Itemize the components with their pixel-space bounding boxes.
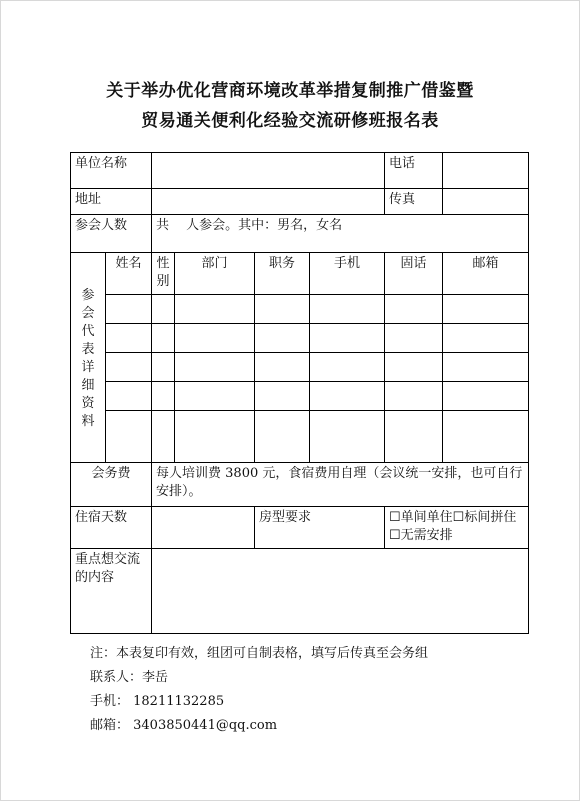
notes-section: [90, 642, 428, 738]
form-title-line1: 关于举办优化营商环境改革举措复制推广借鉴暨: [106, 81, 474, 101]
rep-department-cell[interactable]: [175, 324, 255, 353]
stay-days-field[interactable]: [152, 507, 255, 549]
contact-email: 邮箱： 3403850441@qq.com: [90, 718, 278, 733]
rep-label-char: 会: [81, 305, 95, 321]
rep-mobile-cell[interactable]: [310, 353, 385, 382]
header-gender: 性别: [152, 253, 175, 295]
rep-email-cell[interactable]: [443, 353, 529, 382]
phone-field[interactable]: [443, 153, 529, 189]
registration-form-table: [70, 152, 529, 634]
rep-label-char: 表: [81, 341, 95, 357]
stay-days-label: 住宿天数: [71, 507, 152, 549]
unit-name-field[interactable]: [152, 153, 385, 189]
rep-mobile-cell[interactable]: [310, 295, 385, 324]
fee-label: 会务费: [71, 463, 152, 507]
rep-landline-cell[interactable]: [385, 411, 443, 463]
rep-label-char: 料: [81, 413, 95, 429]
contact-mobile: 手机： 18211132285: [90, 694, 225, 709]
rep-mobile-cell[interactable]: [310, 324, 385, 353]
rep-landline-cell[interactable]: [385, 295, 443, 324]
rep-label-char: 代: [81, 323, 95, 339]
rep-gender-cell[interactable]: [152, 382, 175, 411]
topics-label: 重点想交流的内容: [71, 549, 152, 634]
header-mobile: 手机: [310, 253, 385, 295]
rep-position-cell[interactable]: [255, 382, 310, 411]
header-department: 部门: [175, 253, 255, 295]
topics-field[interactable]: [152, 549, 529, 634]
rep-name-cell[interactable]: [106, 353, 152, 382]
header-name: 姓名: [106, 253, 152, 295]
rep-landline-cell[interactable]: [385, 382, 443, 411]
rep-email-cell[interactable]: [443, 382, 529, 411]
form-title-line2: 贸易通关便利化经验交流研修班报名表: [141, 111, 439, 131]
rep-landline-cell[interactable]: [385, 353, 443, 382]
table-row: [71, 382, 529, 411]
rep-email-cell[interactable]: [443, 324, 529, 353]
rep-landline-cell[interactable]: [385, 324, 443, 353]
room-type-options[interactable]: ☐单间单住☐标间拼住☐无需安排: [385, 507, 529, 549]
rep-gender-cell[interactable]: [152, 411, 175, 463]
rep-position-cell[interactable]: [255, 411, 310, 463]
attendees-label: 参会人数: [71, 215, 152, 253]
header-email: 邮箱: [443, 253, 529, 295]
table-row: [71, 295, 529, 324]
rep-label-char: 详: [81, 359, 95, 375]
table-row: [71, 324, 529, 353]
rep-mobile-cell[interactable]: [310, 382, 385, 411]
unit-name-label: 单位名称: [71, 153, 152, 189]
rep-position-cell[interactable]: [255, 353, 310, 382]
fee-text: 每人培训费 3800 元，食宿费用自理（会议统一安排，也可自行安排）。: [152, 463, 529, 507]
rep-gender-cell[interactable]: [152, 295, 175, 324]
rep-name-cell[interactable]: [106, 295, 152, 324]
rep-position-cell[interactable]: [255, 295, 310, 324]
header-position: 职务: [255, 253, 310, 295]
table-row: [71, 353, 529, 382]
rep-email-cell[interactable]: [443, 295, 529, 324]
representative-details-label: [71, 253, 106, 463]
phone-label: 电话: [385, 153, 443, 189]
rep-department-cell[interactable]: [175, 295, 255, 324]
rep-name-cell[interactable]: [106, 411, 152, 463]
table-row: [71, 411, 529, 463]
rep-department-cell[interactable]: [175, 382, 255, 411]
address-label: 地址: [71, 189, 152, 215]
header-landline: 固话: [385, 253, 443, 295]
rep-gender-cell[interactable]: [152, 353, 175, 382]
attendees-field[interactable]: 共 人参会。其中：男名，女名: [152, 215, 529, 253]
room-type-label: 房型要求: [255, 507, 385, 549]
rep-position-cell[interactable]: [255, 324, 310, 353]
rep-email-cell[interactable]: [443, 411, 529, 463]
note-text: 注：本表复印有效，组团可自制表格，填写后传真至会务组: [90, 646, 429, 661]
rep-mobile-cell[interactable]: [310, 411, 385, 463]
address-field[interactable]: [152, 189, 385, 215]
rep-label-char: 细: [81, 377, 95, 393]
fax-field[interactable]: [443, 189, 529, 215]
fax-label: 传真: [385, 189, 443, 215]
rep-label-char: 资: [81, 395, 95, 411]
rep-department-cell[interactable]: [175, 411, 255, 463]
rep-name-cell[interactable]: [106, 382, 152, 411]
rep-gender-cell[interactable]: [152, 324, 175, 353]
contact-person: 联系人：李岳: [90, 670, 169, 685]
rep-department-cell[interactable]: [175, 353, 255, 382]
rep-name-cell[interactable]: [106, 324, 152, 353]
rep-label-char: 参: [81, 287, 95, 303]
